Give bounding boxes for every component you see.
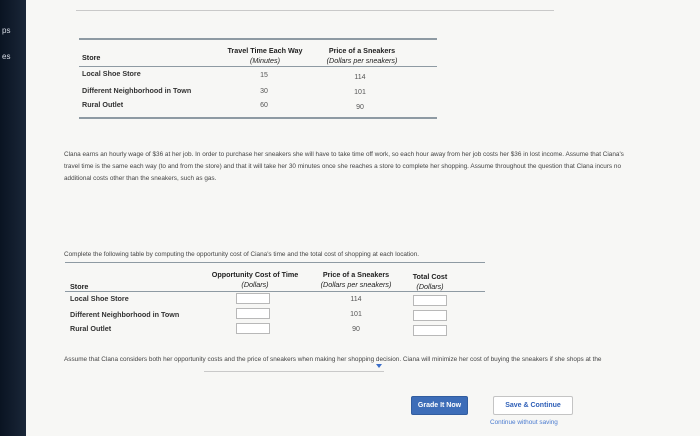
header-text: Price of a Sneakers xyxy=(322,270,390,279)
question-panel xyxy=(26,0,700,436)
sidebar-label: es xyxy=(2,52,11,61)
row-label: Local Shoe Store xyxy=(70,294,129,303)
header-rule xyxy=(79,66,437,67)
header-unit: (Dollars) xyxy=(416,282,444,291)
header-text: Total Cost xyxy=(412,272,448,281)
header-text: Price of a Sneakers xyxy=(328,46,396,55)
price-value: 90 xyxy=(356,104,364,111)
price-value: 101 xyxy=(350,311,362,318)
total-cost-input[interactable] xyxy=(413,310,447,321)
table-top-rule xyxy=(79,38,437,40)
opportunity-cost-input[interactable] xyxy=(236,293,270,304)
column-header-store: Store xyxy=(70,282,89,291)
header-unit: (Minutes) xyxy=(250,56,280,65)
store-choice-dropdown[interactable] xyxy=(204,363,384,372)
row-label: Rural Outlet xyxy=(70,324,112,333)
column-header-travel xyxy=(211,46,319,66)
table-bottom-rule xyxy=(79,117,437,119)
opportunity-cost-input[interactable] xyxy=(236,323,270,334)
column-header-price xyxy=(310,46,414,66)
price-value: 101 xyxy=(354,89,366,96)
header-text: Travel Time Each Way xyxy=(227,46,303,55)
row-label: Different Neighborhood in Town xyxy=(82,86,192,95)
header-unit: (Dollars per sneakers) xyxy=(320,280,392,289)
table-top-rule xyxy=(65,262,485,263)
row-label: Different Neighborhood in Town xyxy=(70,310,180,319)
column-header-total-cost xyxy=(404,272,456,292)
top-divider xyxy=(76,10,554,11)
column-header-opportunity-cost xyxy=(202,270,308,290)
price-value: 114 xyxy=(350,296,362,303)
left-sidebar xyxy=(0,0,26,436)
row-label: Local Shoe Store xyxy=(82,69,141,78)
sidebar-label: ps xyxy=(2,26,11,35)
travel-time-value: 60 xyxy=(260,102,268,109)
save-and-continue-button[interactable]: Save & Continue xyxy=(493,396,573,415)
continue-without-saving-link[interactable]: Continue without saving xyxy=(490,419,558,426)
chevron-down-icon[interactable] xyxy=(376,364,382,368)
header-rule xyxy=(65,291,485,292)
column-header-price xyxy=(306,270,406,290)
opportunity-cost-input[interactable] xyxy=(236,308,270,319)
column-header-store: Store xyxy=(82,53,101,62)
travel-time-value: 15 xyxy=(260,72,268,79)
decision-question: Assume that Clana considers both her opportunity costs and the price of sneakers when making her shopping decision. Ciana will minimize her cost of buying the sneakers if she shops at the xyxy=(64,356,602,363)
price-value: 114 xyxy=(354,74,366,81)
total-cost-input[interactable] xyxy=(413,295,447,306)
instruction-text: Complete the following table by computing the opportunity cost of Ciana's time and the total cost of shopping at each location. xyxy=(64,251,420,258)
travel-time-value: 30 xyxy=(260,88,268,95)
header-unit: (Dollars) xyxy=(241,280,269,289)
row-label: Rural Outlet xyxy=(82,100,124,109)
price-value: 90 xyxy=(352,326,360,333)
grade-it-now-button[interactable]: Grade It Now xyxy=(411,396,468,415)
header-unit: (Dollars per sneakers) xyxy=(326,56,398,65)
total-cost-input[interactable] xyxy=(413,325,447,336)
header-text: Opportunity Cost of Time xyxy=(211,270,299,279)
problem-description: Clana earns an hourly wage of $36 at her job. In order to purchase her sneakers she will have to take time off work, so each hour away from her job costs her $36 in lost income. Assume that Ciana's travel time is the same each way (to and from the store) and that it will take her 30 minutes once she reaches a store to complete her shopping. Assume throughout the question that Clana incurs no additional costs other than the sneakers, such as gas. xyxy=(64,151,624,182)
